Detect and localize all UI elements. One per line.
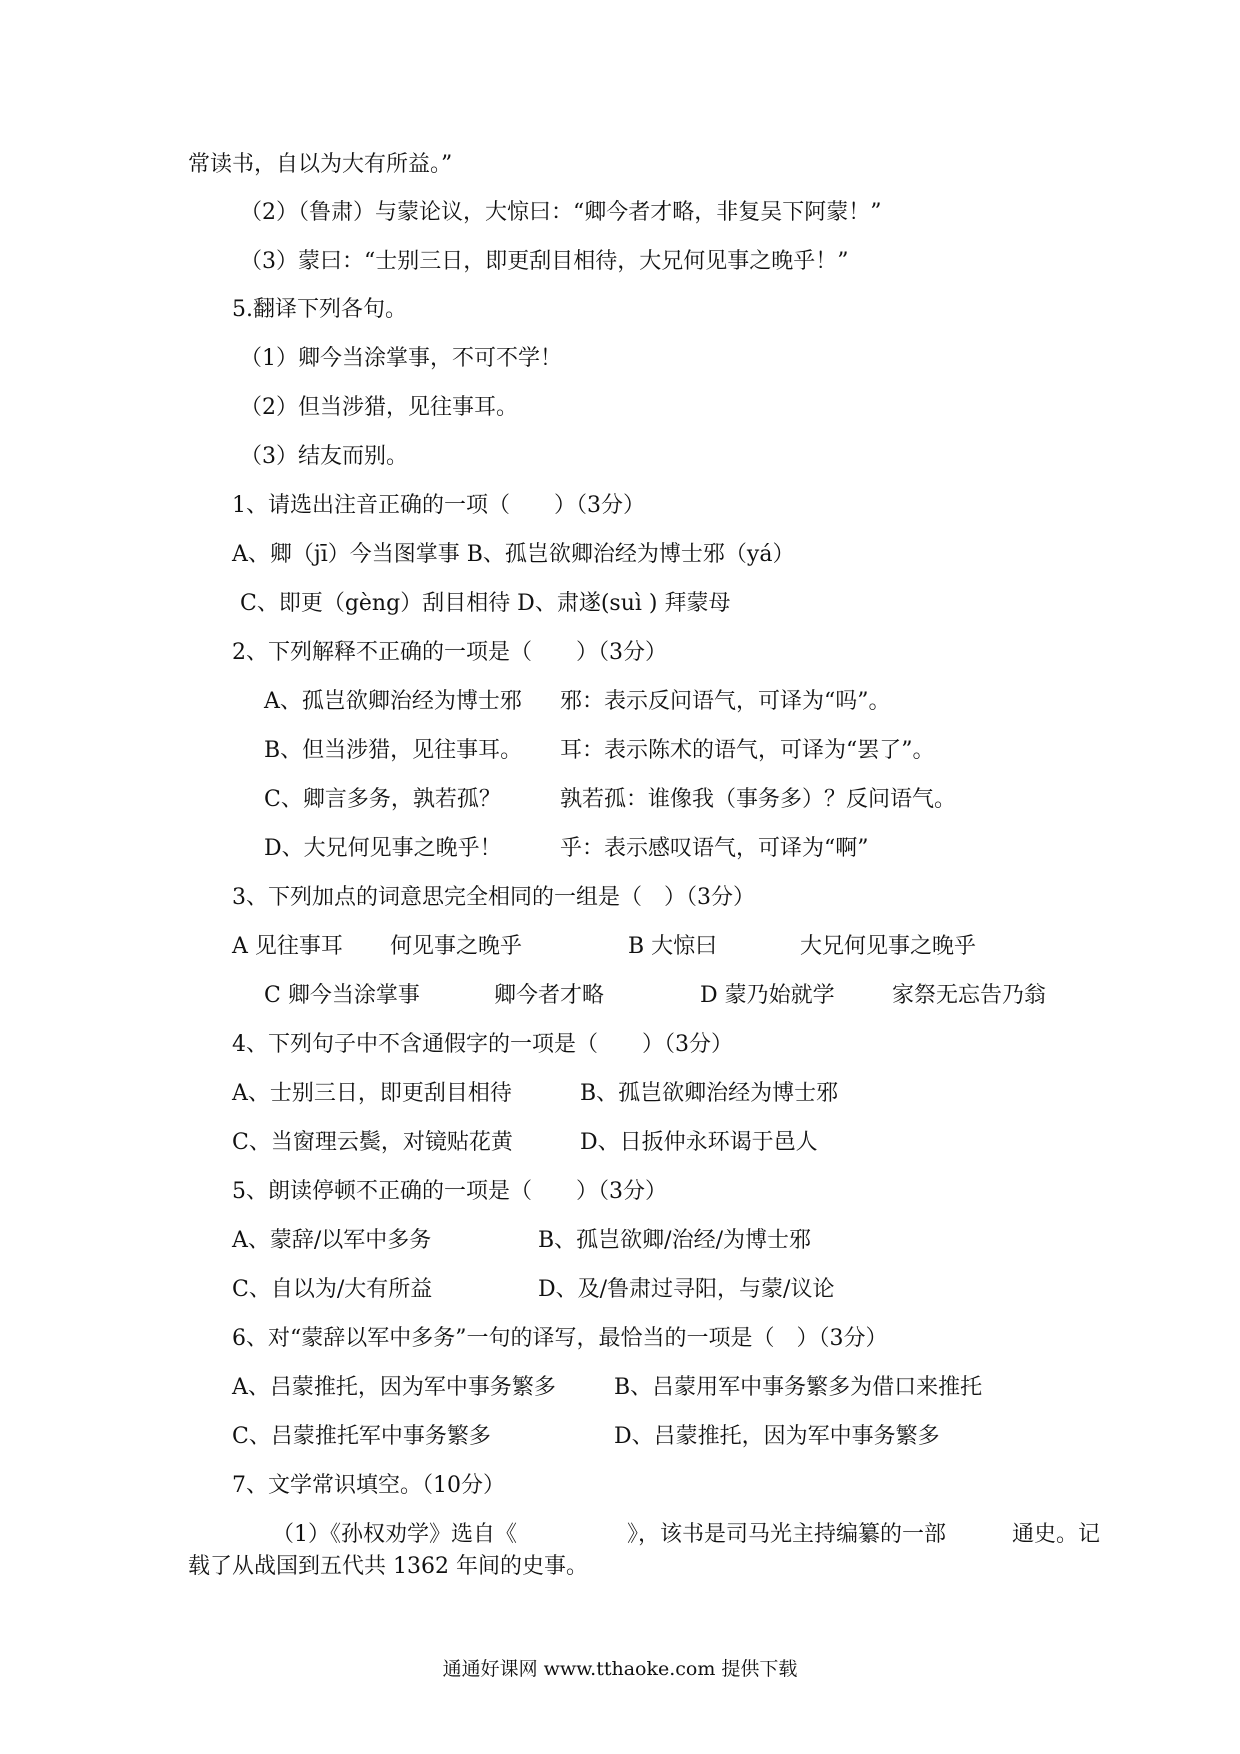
option-text: B、但当涉猎，见往事耳。 bbox=[264, 738, 523, 763]
question-stem: 4、下列句子中不含通假字的一项是（ ）（3分） bbox=[232, 1032, 733, 1057]
option-text: A、士别三日，即更刮目相待 bbox=[232, 1081, 512, 1106]
option-text: 家祭无忘告乃翁 bbox=[892, 983, 1047, 1008]
option-explanation: 邪：表示反问语气，可译为“吗”。 bbox=[560, 689, 891, 714]
option-text: 卿今者才略 bbox=[494, 983, 605, 1008]
text-line: 常读书，自以为大有所益。” bbox=[188, 152, 453, 177]
question-stem: 3、下列加点的词意思完全相同的一组是（ ）（3分） bbox=[232, 885, 755, 910]
option-text: A、吕蒙推托，因为军中事务繁多 bbox=[232, 1375, 556, 1400]
option-text: D、及/鲁肃过寻阳，与蒙/议论 bbox=[538, 1277, 835, 1302]
option-text: B、孤岂欲卿治经为博士邪 bbox=[580, 1081, 839, 1106]
option-text: D、日扳仲永环谒于邑人 bbox=[580, 1130, 818, 1155]
text-line: （1）卿今当涂掌事，不可不学！ bbox=[240, 346, 562, 371]
option-text: C、当窗理云鬓，对镜贴花黄 bbox=[232, 1130, 513, 1155]
option-text: C 卿今当涂掌事 bbox=[264, 983, 420, 1008]
section-heading: 5.翻译下列各句。 bbox=[232, 297, 407, 322]
text-line: （3）结友而别。 bbox=[240, 444, 408, 469]
option-text: D 蒙乃始就学 bbox=[700, 983, 835, 1008]
text-line: （2）（鲁肃）与蒙论议，大惊曰：“卿今者才略，非复吴下阿蒙！” bbox=[240, 200, 882, 225]
question-stem: 5、朗读停顿不正确的一项是（ ）（3分） bbox=[232, 1179, 667, 1204]
question-stem: 1、请选出注音正确的一项（ ）（3分） bbox=[232, 493, 645, 518]
option-text: D、大兄何见事之晚乎！ bbox=[264, 836, 502, 861]
text-line: 载了从战国到五代共 1362 年间的史事。 bbox=[188, 1554, 588, 1579]
option-explanation: 孰若孤：谁像我（事务多）？反问语气。 bbox=[560, 787, 957, 812]
question-options: A、卿（jī）今当图掌事 B、孤岂欲卿治经为博士邪（yá） bbox=[232, 542, 795, 567]
option-text: C、自以为/大有所益 bbox=[232, 1277, 433, 1302]
option-text: A、孤岂欲卿治经为博士邪 bbox=[264, 689, 522, 714]
option-text: B、孤岂欲卿/治经/为博士邪 bbox=[538, 1228, 811, 1253]
question-options: C、即更（gèng）刮目相待 D、肃遂(suì ) 拜蒙母 bbox=[240, 591, 731, 616]
text-line: （3）蒙曰：“士别三日，即更刮目相待，大兄何见事之晚乎！” bbox=[240, 249, 849, 274]
question-stem: 6、对“蒙辞以军中多务”一句的译写，最恰当的一项是（ ）（3分） bbox=[232, 1326, 888, 1351]
page-footer: 通通好课网 www.tthaoke.com 提供下载 bbox=[442, 1658, 798, 1680]
option-text: A、蒙辞/以军中多务 bbox=[232, 1228, 432, 1253]
option-text: 何见事之晚乎 bbox=[390, 934, 523, 959]
option-explanation: 耳：表示陈术的语气，可译为“罢了”。 bbox=[560, 738, 935, 763]
option-text: B 大惊曰 bbox=[628, 934, 718, 959]
option-text: B、吕蒙用军中事务繁多为借口来推托 bbox=[614, 1375, 983, 1400]
text-line: （2）但当涉猎，见往事耳。 bbox=[240, 395, 518, 420]
question-stem: 2、下列解释不正确的一项是（ ）（3分） bbox=[232, 640, 667, 665]
text-line: （1）《孙权劝学》选自《 》，该书是司马光主持编纂的一部 通史。记 bbox=[272, 1522, 1100, 1547]
option-text: C、卿言多务，孰若孤？ bbox=[264, 787, 501, 812]
option-explanation: 乎：表示感叹语气，可译为“啊” bbox=[560, 836, 869, 861]
option-text: D、吕蒙推托，因为军中事务繁多 bbox=[614, 1424, 940, 1449]
option-text: A 见往事耳 bbox=[232, 934, 343, 959]
option-text: 大兄何见事之晚乎 bbox=[800, 934, 977, 959]
option-text: C、吕蒙推托军中事务繁多 bbox=[232, 1424, 491, 1449]
question-stem: 7、文学常识填空。（10分） bbox=[232, 1473, 505, 1498]
